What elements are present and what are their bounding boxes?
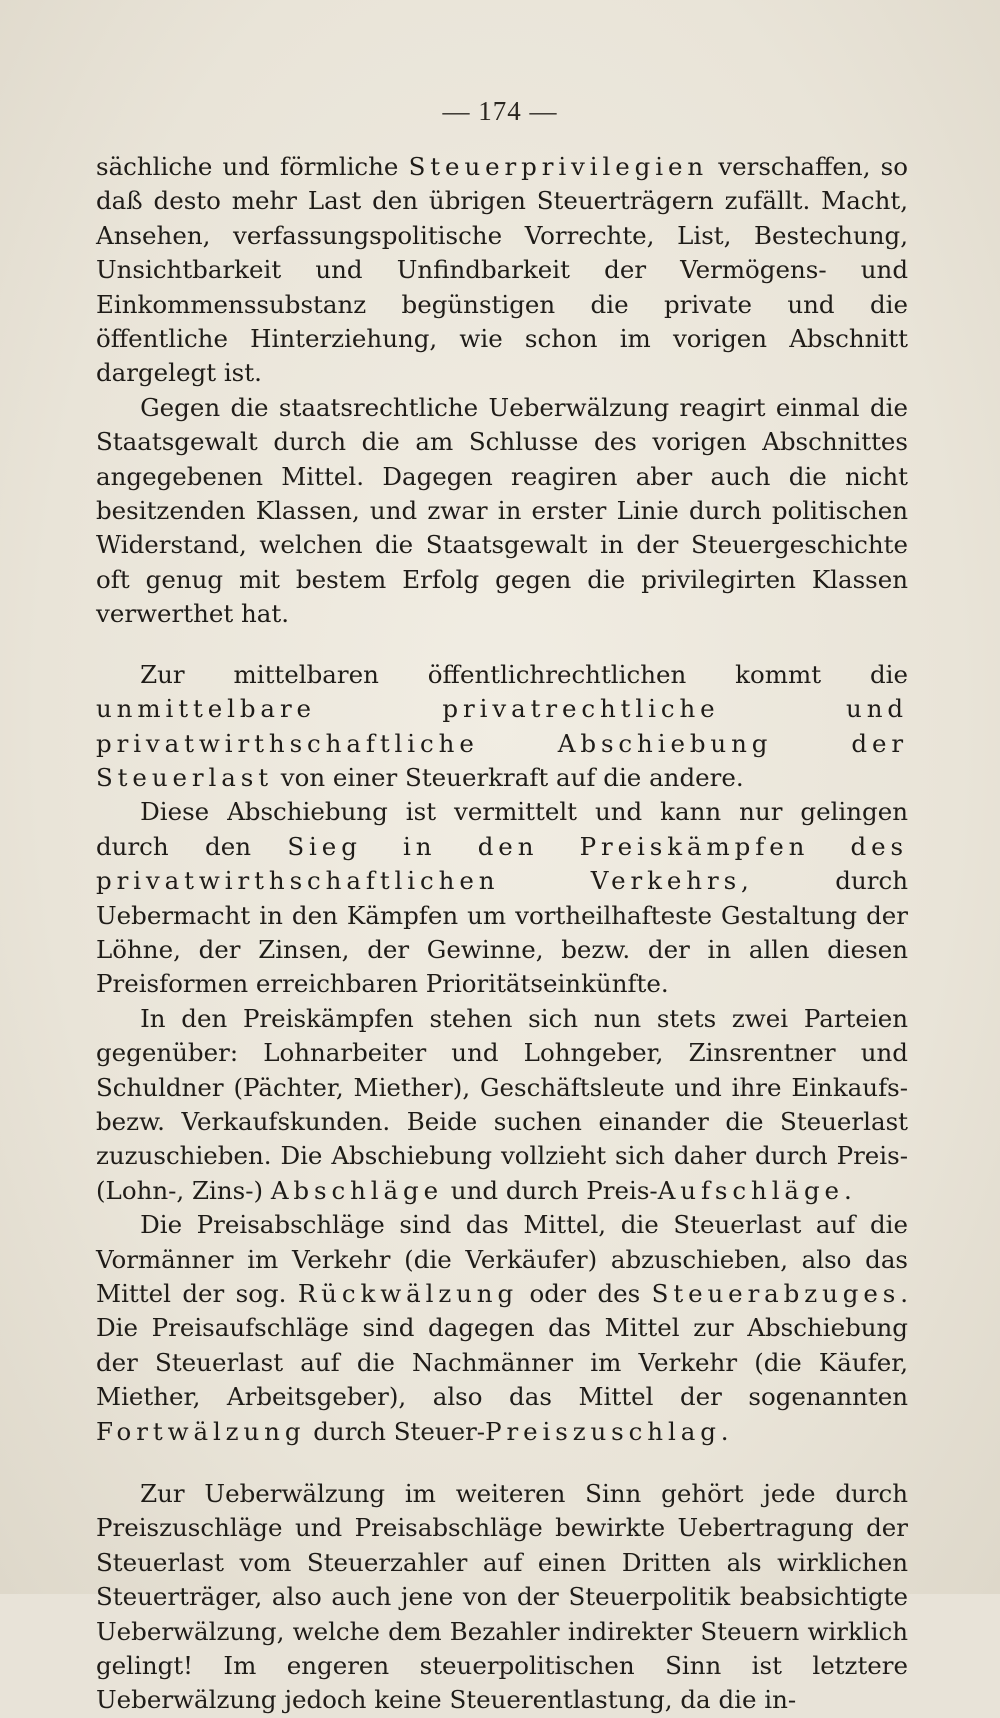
p6-text-b: oder des [518,1279,652,1308]
paragraph-6 [96,1208,908,1449]
p3-text-a: Zur mittelbaren öffentlichrechtlichen kommt die [140,659,908,689]
p6-emphasis-rueckwaelzung: Rückwälzung [297,1279,519,1308]
p5-emphasis-abschlaege: Abschläge [270,1175,444,1205]
p4-emphasis-preiskaempfe: Sieg in den Preiskämpfen des privatwirthschaftlichen Verkehrs [96,831,908,896]
p6-text-a: Die Preisabschläge sind das Mittel, die Steuerlast auf die Vormänner im Verkehr (die Verkäufer) abzuschieben, also das Mittel der sog. [96,1210,908,1308]
paragraph-7: Zur Ueberwälzung im weiteren Sinn gehört jede durch Preiszuschläge und Preisabschläge bewirkte Uebertragung der Steuerlast vom Steuerzahler auf einen Dritten als wirklichen Steuerträger, also auch jene von der Steuerpolitik beabsichtigte Ueberwälzung, welche dem Bezahler indirekter Steuern wirklich gelingt! Im engeren steuerpolitischen Sinn ist letztere Ueberwälzung jedoch keine Steuerentlastung, da die in- [96,1479,908,1715]
paragraph-2: Gegen die staatsrechtliche Ueberwälzung reagirt einmal die Staatsgewalt durch die am Schlusse des vorigen Abschnittes angegebenen Mittel. Dagegen reagiren aber auch die nicht besitzenden Klassen, und zwar in erster Linie durch politischen Widerstand, welchen die Staatsgewalt in der Steuergeschichte oft genug mit bestem Erfolg gegen die privilegirten Klassen verwerthet hat. [96,392,908,629]
paragraph-4 [96,795,908,1001]
paragraph-5 [96,1002,908,1208]
p6-emphasis-fortwaelzung: Fortwälzung [96,1416,306,1446]
paragraph-1 [96,150,908,391]
p6-text-e: . [720,1416,729,1446]
p1-emphasis-steuerprivilegien: Steuerprivilegien [408,152,709,181]
paragraph-3 [96,658,908,796]
p5-text-b: und durch Preis- [443,1175,658,1205]
paragraph-gap [96,632,908,658]
body-text [96,150,908,1718]
p6-text-d: durch Steuer- [305,1416,486,1446]
p5-emphasis-aufschlaege: Aufschläge [657,1175,844,1205]
p4-text-a: Diese Abschiebung ist vermittelt und kann nur gelingen durch den [96,797,908,861]
p6-emphasis-steuerabzug: Steuerabzuges [651,1279,901,1308]
p3-emphasis-abschiebung: unmittelbare privatrechtliche und privatwirthschaftliche Abschiebung der Steuerlast [96,694,908,792]
p3-text-b: von einer Steuerkraft auf die andere. [272,762,744,792]
p1-text-a: sächliche und förmliche [96,152,409,181]
paragraph-gap [96,1449,908,1477]
p4-text-b: , durch Uebermacht in den Kämpfen um vortheilhafteste Gestaltung der Löhne, der Zinsen, der Gewinne, bezw. der in allen diesen Preisformen erreichbaren Prioritätseinkünfte. [96,866,908,999]
p6-text-c: . Die Preisaufschläge sind dagegen das Mittel zur Abschiebung der Steuerlast auf die Nachmänner im Verkehr (die Käufer, Miether, Arbeitsgeber), also das Mittel der sogenannten [96,1279,909,1412]
p1-text-b: verschaffen, so daß desto mehr Last den übrigen Steuerträgern zufällt. Macht, Ansehen, verfassungspolitische Vorrechte, List, Bestechung, Unsichtbarkeit und Unfindbarkeit der Vermögens- und Einkommenssubstanz begünstigen die private und die öffentliche Hinterziehung, wie schon im vorigen Abschnitt dargelegt ist. [96,152,908,388]
p5-text-c: . [843,1175,852,1205]
p5-text-a: In den Preiskämpfen stehen sich nun stets zwei Parteien gegenüber: Lohnarbeiter und Lohngeber, Zinsrentner und Schuldner (Pächter, Miether), Geschäftsleute und ihre Einkaufs- bezw. Verkaufskunden. Beide suchen einander die Steuerlast zuzuschieben. Die Abschiebung vollzieht sich daher durch Preis- (Lohn-, Zins-) [96,1003,908,1205]
page-number: — 174 — [442,96,558,126]
p6-emphasis-preiszuschlag: Preiszuschlag [485,1416,721,1446]
